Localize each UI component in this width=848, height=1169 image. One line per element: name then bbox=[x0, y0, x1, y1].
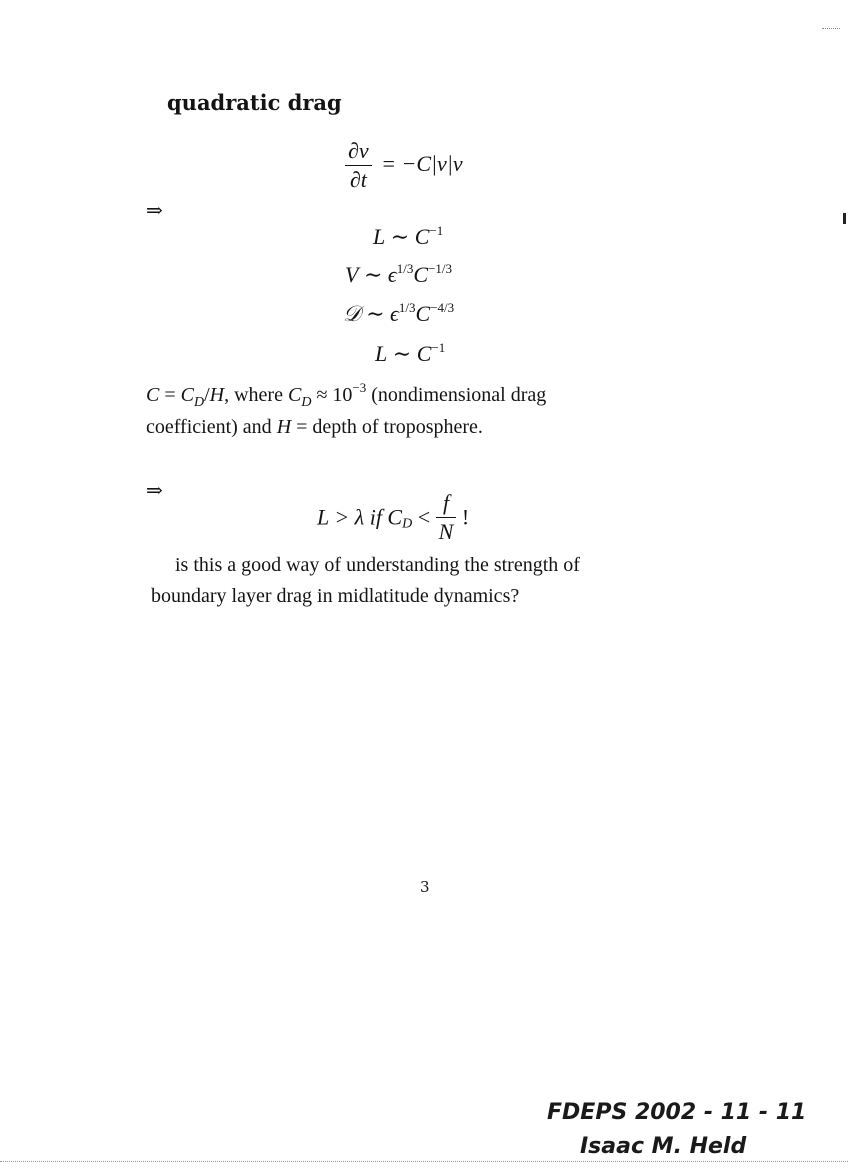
var-h: H bbox=[276, 416, 292, 438]
scaling-base: C bbox=[416, 341, 432, 366]
handwritten-date: FDEPS 2002 - 11 - 11 bbox=[547, 1100, 807, 1125]
var-c: C bbox=[146, 384, 160, 406]
scaling-base: C bbox=[415, 301, 431, 326]
text-equals: = bbox=[159, 384, 181, 406]
scaling-row bbox=[375, 341, 445, 367]
exponent: −3 bbox=[352, 380, 367, 395]
scan-bottom-edge bbox=[0, 1161, 848, 1162]
scaling-eps: ϵ bbox=[390, 301, 399, 326]
scaling-base: C bbox=[413, 262, 429, 287]
equation-rhs: = −C|v|v bbox=[381, 150, 463, 176]
velocity-var: v bbox=[358, 138, 369, 163]
condition-bang: ! bbox=[456, 504, 470, 530]
equation-drag bbox=[345, 138, 463, 193]
scaling-base: C bbox=[414, 224, 430, 249]
condition-lhs: L > λ if C bbox=[317, 504, 403, 530]
partial-symbol-den: ∂ bbox=[349, 167, 361, 192]
page-number: 3 bbox=[420, 878, 430, 896]
scaling-rel: ∼ bbox=[366, 301, 385, 326]
scaling-exp: −1/3 bbox=[428, 261, 453, 276]
scaling-row bbox=[343, 301, 454, 327]
text-approx: ≈ 10 bbox=[311, 384, 353, 406]
text-coefficient: coefficient) and bbox=[146, 416, 277, 438]
definition-line-2 bbox=[146, 411, 483, 443]
coriolis-f: f bbox=[436, 490, 457, 518]
scaling-eps: ϵ bbox=[387, 262, 397, 287]
subscript-d: D bbox=[193, 395, 205, 410]
scaling-lhs: 𝒟 bbox=[343, 301, 361, 326]
scaling-rel: ∼ bbox=[363, 262, 383, 287]
text-depth: = depth of troposphere. bbox=[291, 416, 483, 438]
scaling-exp: −1 bbox=[429, 223, 444, 238]
scaling-lhs: L bbox=[375, 341, 388, 366]
partial-derivative-fraction bbox=[345, 138, 372, 193]
implies-arrow-2: ⇒ bbox=[146, 478, 163, 502]
condition-lt: < bbox=[412, 504, 436, 530]
scaling-lhs: L bbox=[373, 224, 386, 249]
text-slash: / bbox=[204, 384, 210, 406]
scaling-row bbox=[373, 224, 443, 250]
condition-equation bbox=[317, 490, 469, 545]
scaling-exp: −1 bbox=[431, 340, 446, 355]
definition-line-1 bbox=[146, 379, 546, 411]
question-line-1: is this a good way of understanding the strength of bbox=[175, 554, 580, 576]
var-c: C bbox=[287, 384, 302, 406]
subscript-d: D bbox=[301, 395, 312, 410]
scaling-rel: ∼ bbox=[390, 224, 410, 249]
time-var: t bbox=[360, 167, 367, 192]
partial-symbol-num: ∂ bbox=[348, 138, 359, 163]
var-h: H bbox=[209, 384, 225, 406]
buoyancy-n: N bbox=[438, 519, 454, 544]
text-nondimensional: (nondimensional drag bbox=[366, 384, 547, 406]
scan-edge-mark bbox=[843, 213, 846, 224]
text-where: , where bbox=[224, 384, 288, 406]
scaling-row bbox=[345, 262, 452, 288]
scan-corner-mark bbox=[822, 28, 840, 29]
scaling-exp: −4/3 bbox=[430, 300, 455, 315]
var-c: C bbox=[180, 384, 194, 406]
scaling-eps-exp: 1/3 bbox=[398, 300, 416, 315]
scaling-rel: ∼ bbox=[392, 341, 412, 366]
handwritten-signature: Isaac M. Held bbox=[580, 1134, 747, 1159]
scaling-lhs: V bbox=[345, 262, 359, 287]
question-line-2: boundary layer drag in midlatitude dynamics? bbox=[151, 585, 520, 607]
implies-arrow-1: ⇒ bbox=[146, 198, 163, 222]
scaling-eps-exp: 1/3 bbox=[396, 261, 414, 276]
section-heading: quadratic drag bbox=[167, 90, 342, 115]
condition-sub: D bbox=[402, 516, 413, 532]
f-over-n-fraction bbox=[436, 490, 457, 545]
